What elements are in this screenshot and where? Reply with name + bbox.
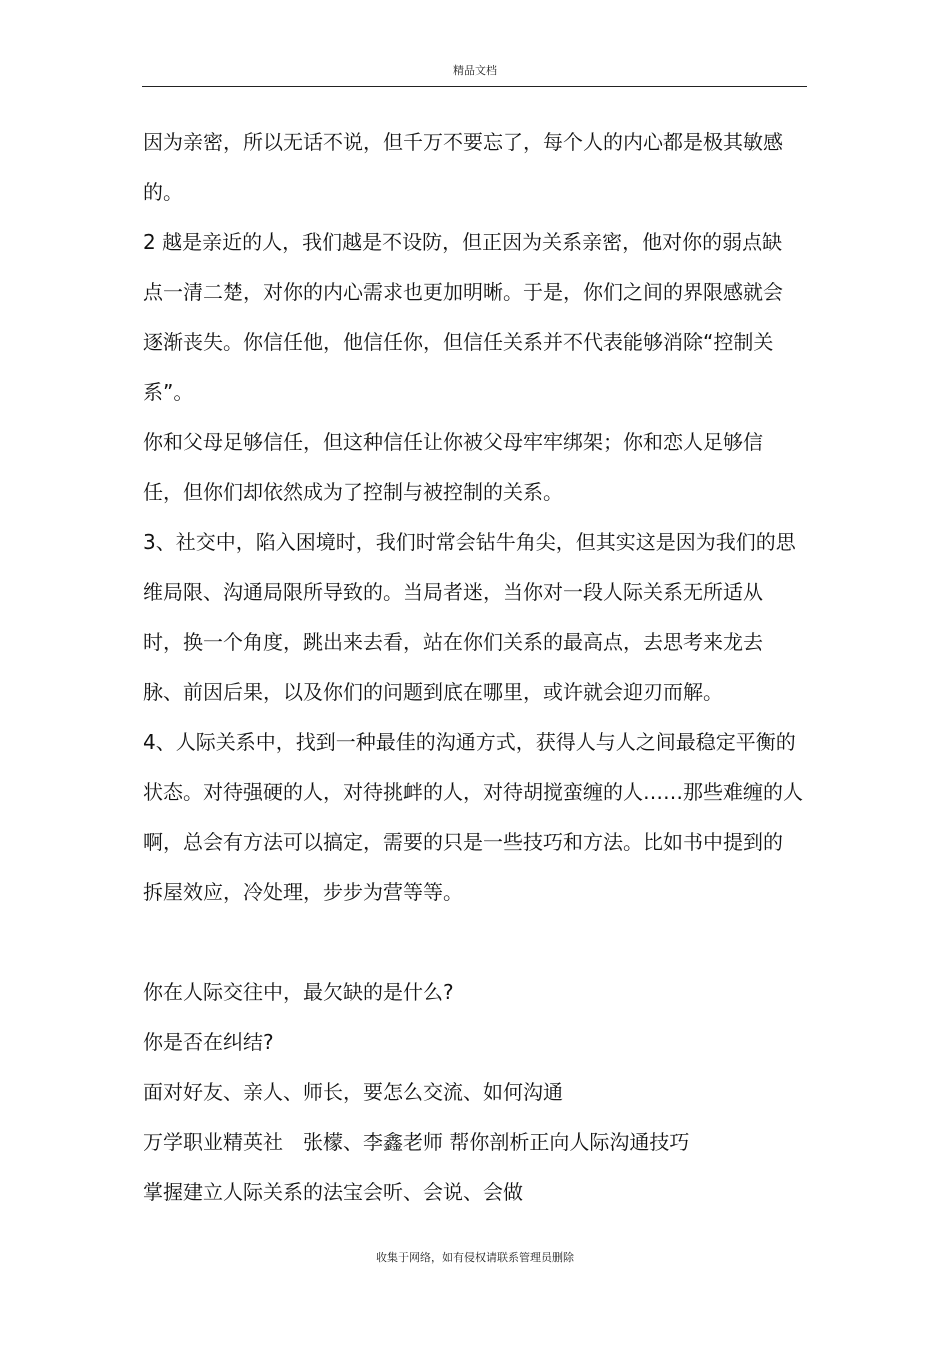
body-line: 拆屋效应，冷处理，步步为营等等。 [143, 880, 463, 904]
body-line: 任，但你们却依然成为了控制与被控制的关系。 [143, 480, 563, 504]
body-line: 因为亲密，所以无话不说，但千万不要忘了，每个人的内心都是极其敏感 [143, 130, 783, 154]
body-line: 的。 [143, 180, 183, 204]
body-line: 面对好友、亲人、师长，要怎么交流、如何沟通 [143, 1080, 563, 1104]
page-footer: 收集于网络，如有侵权请联系管理员删除 [376, 1251, 574, 1264]
document-body [143, 123, 843, 1223]
body-line: 点一清二楚，对你的内心需求也更加明晰。于是，你们之间的界限感就会 [143, 280, 783, 304]
body-line: 维局限、沟通局限所导致的。当局者迷，当你对一段人际关系无所适从 [143, 580, 763, 604]
body-line: 2 越是亲近的人，我们越是不设防，但正因为关系亲密，他对你的弱点缺 [143, 230, 783, 254]
body-line: 万学职业精英社 张檬、李鑫老师 帮你剖析正向人际沟通技巧 [143, 1130, 690, 1154]
body-line: 脉、前因后果，以及你们的问题到底在哪里，或许就会迎刃而解。 [143, 680, 723, 704]
body-line: 逐渐丧失。你信任他，他信任你，但信任关系并不代表能够消除“控制关 [143, 330, 774, 354]
body-line: 你和父母足够信任，但这种信任让你被父母牢牢绑架；你和恋人足够信 [143, 430, 763, 454]
body-line: 你在人际交往中，最欠缺的是什么? [143, 980, 454, 1004]
body-line: 你是否在纠结? [143, 1030, 274, 1054]
body-line: 系”。 [143, 380, 194, 404]
body-line: 啊，总会有方法可以搞定，需要的只是一些技巧和方法。比如书中提到的 [143, 830, 783, 854]
body-line: 掌握建立人际关系的法宝会听、会说、会做 [143, 1180, 523, 1204]
body-line: 时，换一个角度，跳出来去看，站在你们关系的最高点，去思考来龙去 [143, 630, 763, 654]
body-line: 3、社交中，陷入困境时，我们时常会钻牛角尖，但其实这是因为我们的思 [143, 530, 796, 554]
header-divider [142, 86, 807, 87]
page-header: 精品文档 [453, 64, 497, 77]
blank-line [143, 923, 843, 973]
body-line: 4、人际关系中，找到一种最佳的沟通方式，获得人与人之间最稳定平衡的 [143, 730, 796, 754]
body-line: 状态。对待强硬的人，对待挑衅的人，对待胡搅蛮缠的人……那些难缠的人 [143, 780, 803, 804]
